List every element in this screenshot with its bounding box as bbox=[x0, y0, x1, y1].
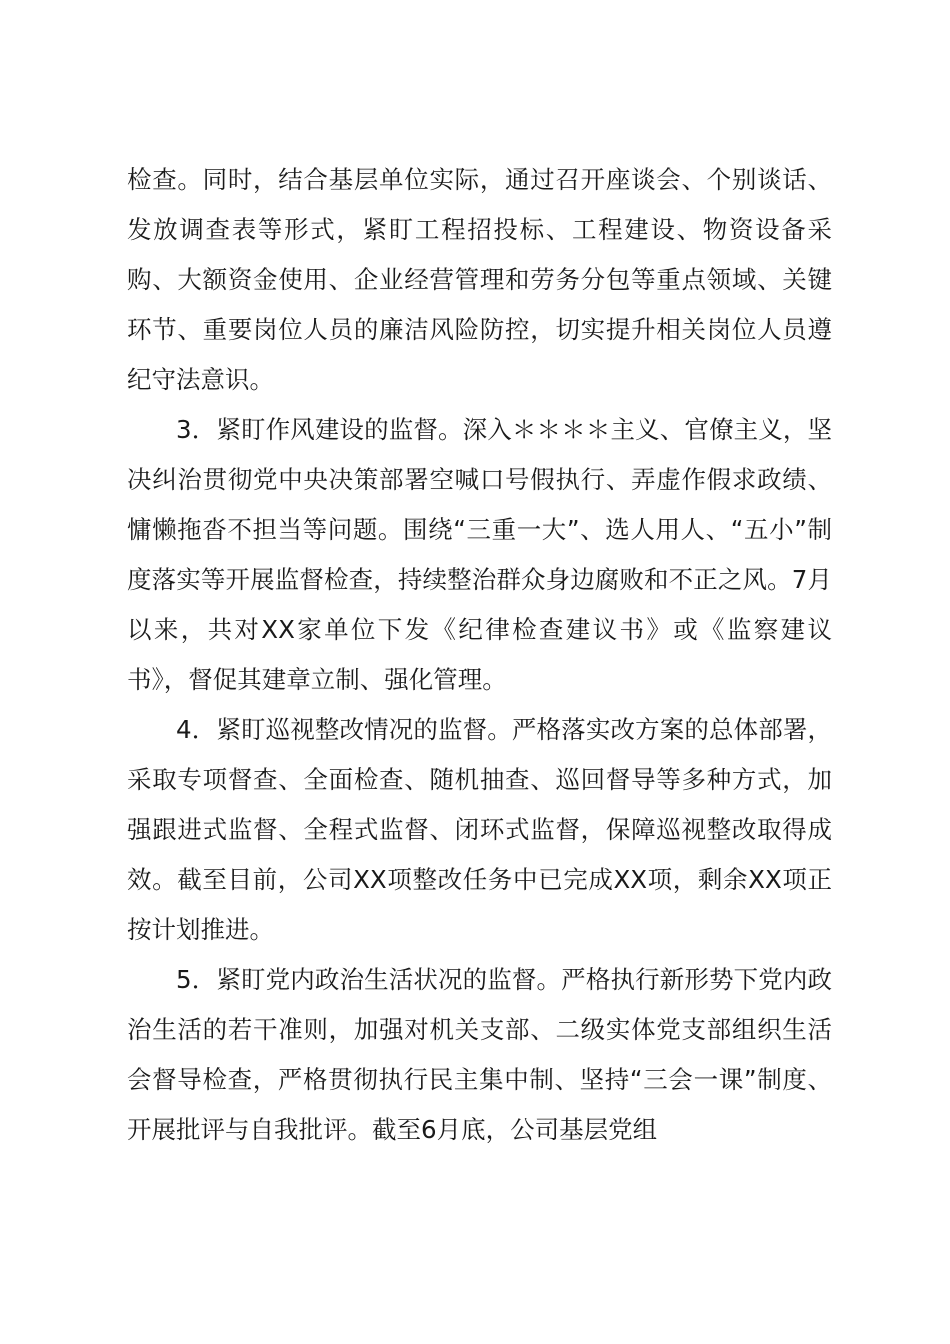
paragraph-item-5: 5．紧盯党内政治生活状况的监督。严格执行新形势下党内政治生活的若干准则，加强对机关支部、二级实体党支部组织生活会督导检查，严格贯彻执行民主集中制、坚持“三会一课”制度、开展批评与自我批评。截至6月底，公司基层党组 bbox=[127, 965, 832, 1144]
paragraph-item-3: 3．紧盯作风建设的监督。深入＊＊＊＊主义、官僚主义，坚决纠治贯彻党中央决策部署空喊口号假执行、弄虚作假求政绩、慵懒拖沓不担当等问题。围绕“三重一大”、选人用人、“五小”制度落实等开展监督检查，持续整治群众身边腐败和不正之风。7月以来，共对XX家单位下发《纪律检查建议书》或《监察建议书》，督促其建章立制、强化管理。 bbox=[127, 415, 832, 694]
paragraph-item-4: 4．紧盯巡视整改情况的监督。严格落实改方案的总体部署，采取专项督查、全面检查、随机抽查、巡回督导等多种方式，加强跟进式监督、全程式监督、闭环式监督，保障巡视整改取得成效。截至目前，公司XX项整改任务中已完成XX项，剩余XX项正按计划推进。 bbox=[127, 715, 832, 944]
document-body bbox=[127, 155, 832, 1155]
paragraph-continuation: 检查。同时，结合基层单位实际，通过召开座谈会、个别谈话、发放调查表等形式，紧盯工程招投标、工程建设、物资设备采购、大额资金使用、企业经营管理和劳务分包等重点领域、关键环节、重要岗位人员的廉洁风险防控，切实提升相关岗位人员遵纪守法意识。 bbox=[127, 165, 832, 394]
